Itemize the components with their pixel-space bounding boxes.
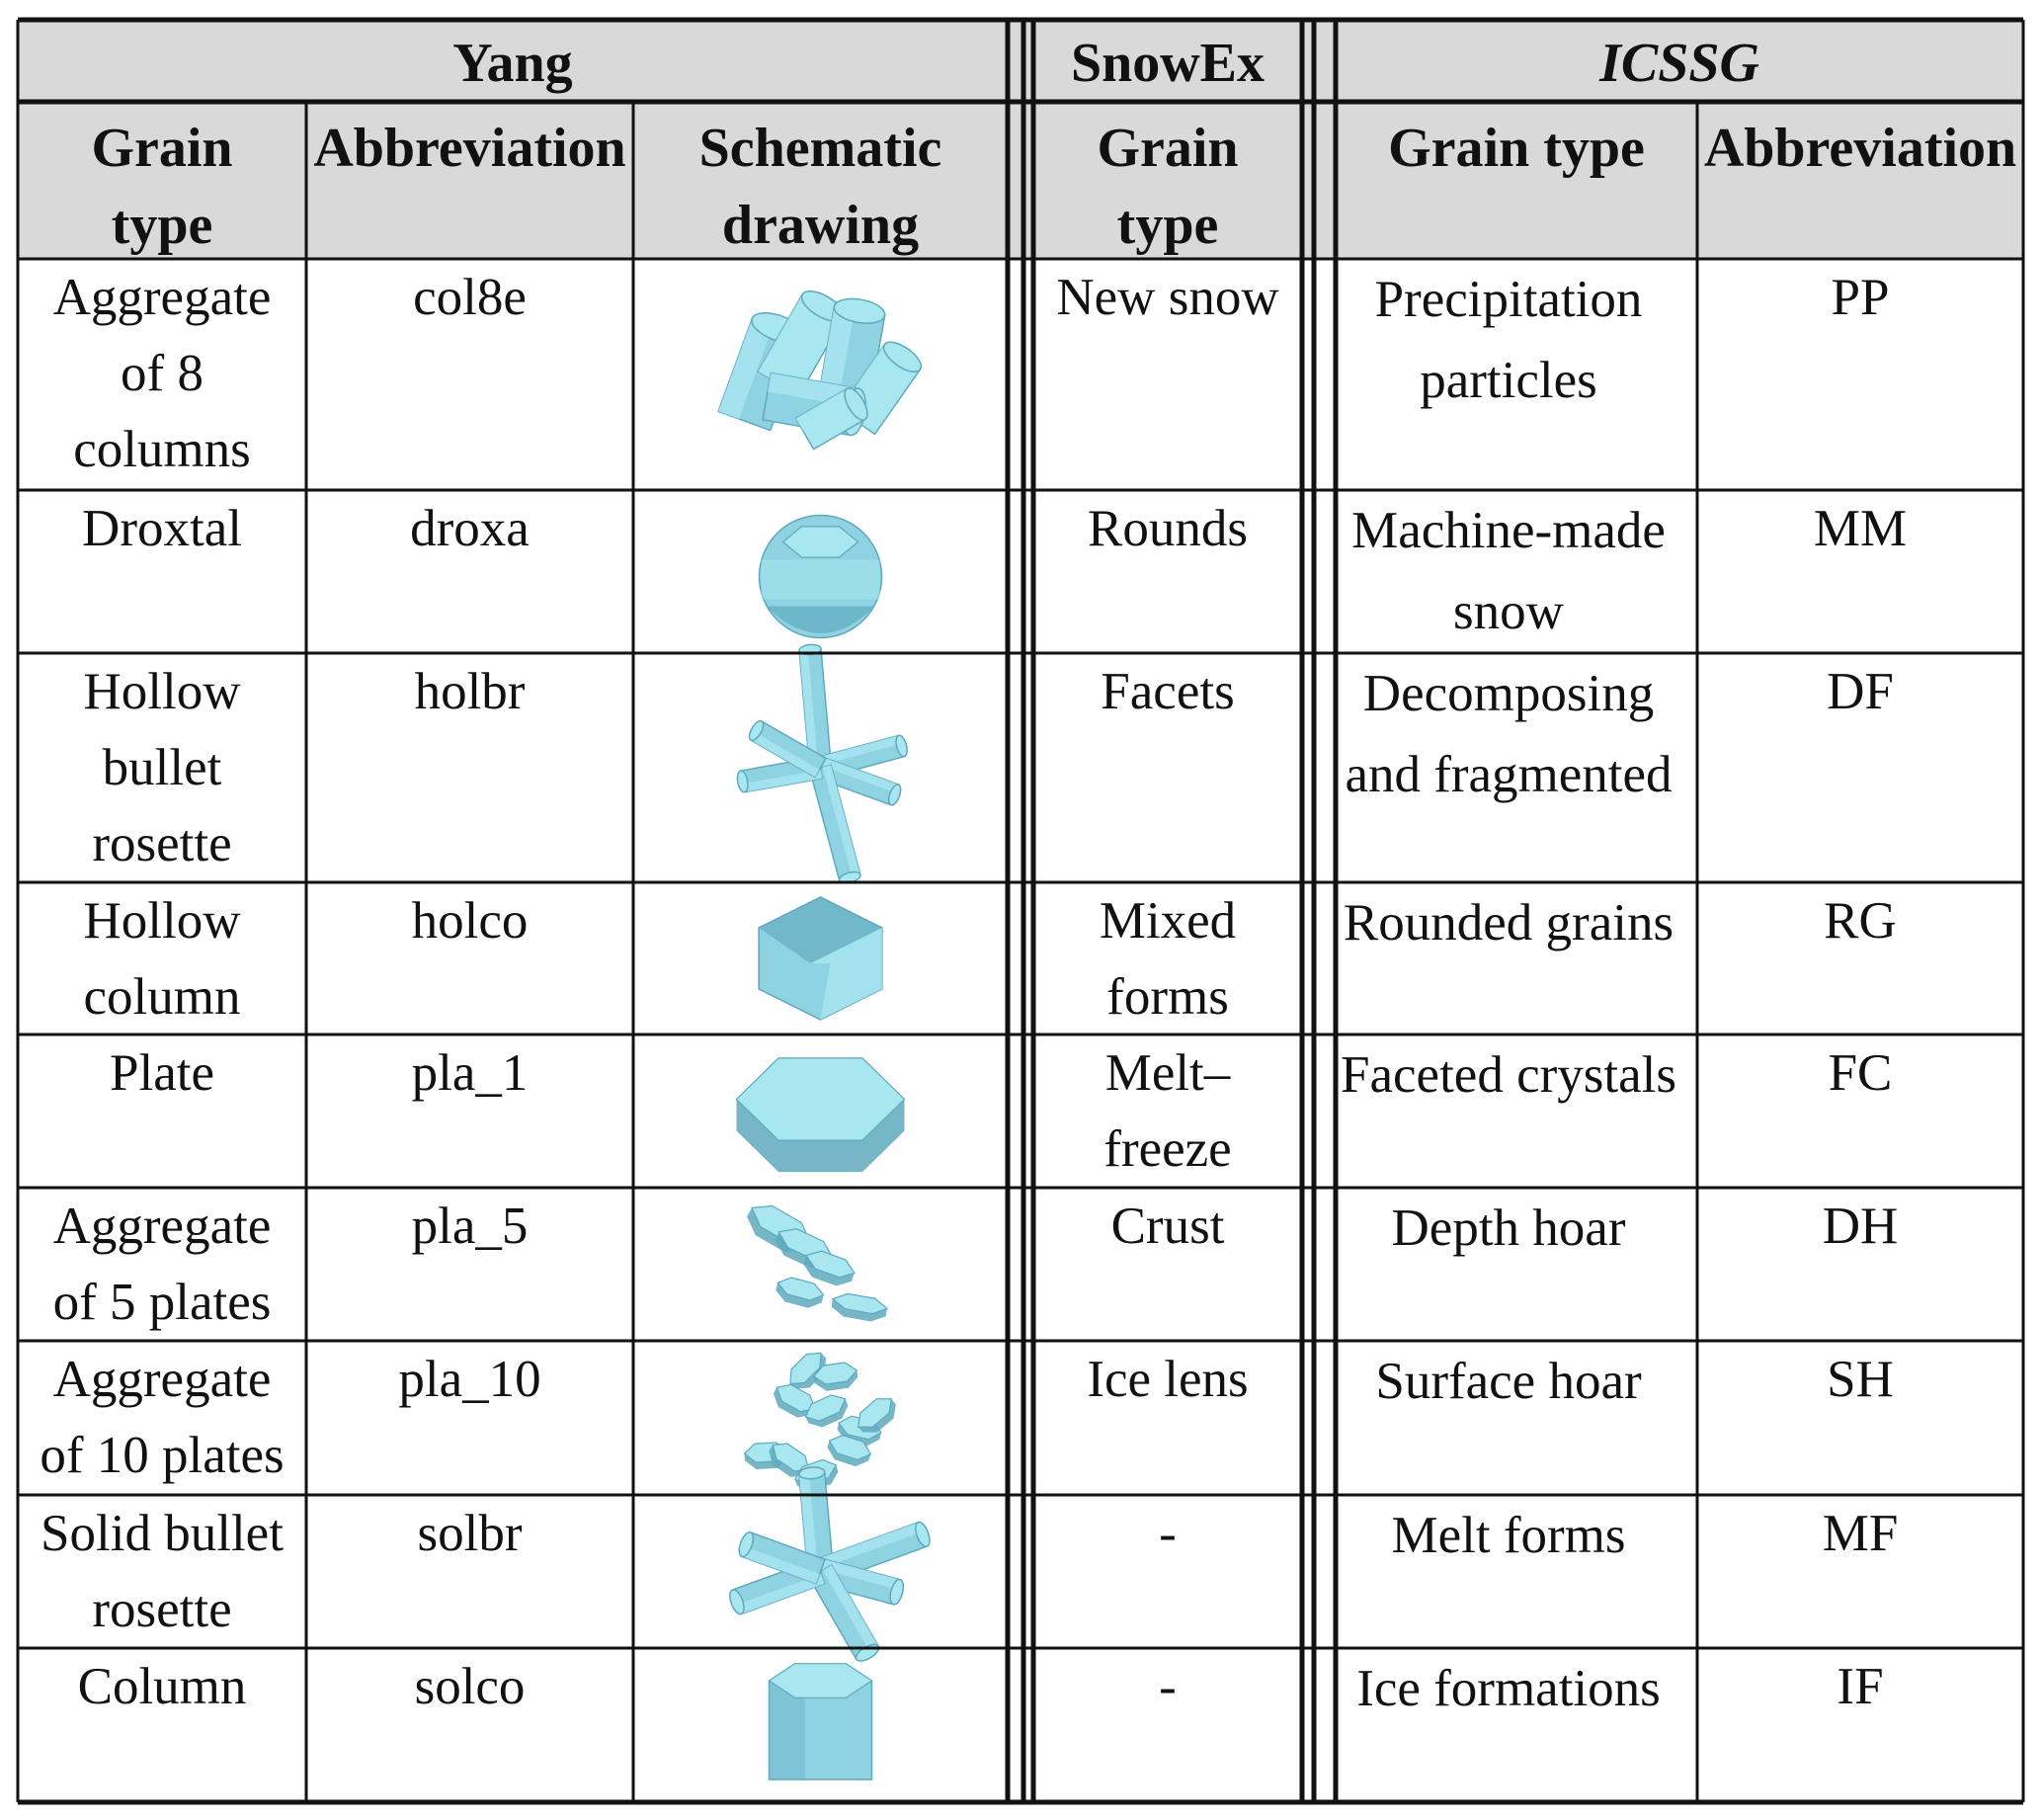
group-header-icssg: ICSSG [1599,33,1759,94]
yang-schematic-header: Schematic [698,118,942,179]
icssg-grain-type: Rounded grains [1343,894,1674,951]
icssg-grain-type: Decomposing [1362,665,1655,722]
icssg-abbreviation: RG [1824,892,1897,950]
yang-grain-type: Aggregate [52,1198,272,1255]
icssg-abbreviation: FC [1828,1044,1893,1102]
yang-abbreviation: droxa [410,500,530,557]
yang-abbreviation: holco [411,892,529,950]
icssg-grain-type: Depth hoar [1391,1200,1626,1257]
yang-grain-type: Aggregate [52,1351,272,1408]
yang-grain-type: of 5 plates [52,1274,272,1331]
yang-grain-type: Droxtal [82,500,242,557]
schematic-drawing-droxtal [760,516,882,638]
yang-grain-type: columns [73,421,251,478]
yang-abbreviation: holbr [414,663,526,720]
yang-grain-type: Column [77,1658,247,1715]
snowex-grain-type: - [1159,1658,1177,1715]
icssg-abbreviation: MF [1822,1505,1899,1562]
snowex-grain-type: New snow [1056,269,1279,326]
icssg-abbreviation: IF [1837,1658,1884,1715]
snowex-grain-type: Rounds [1088,500,1248,557]
snowex-grain-type: freeze [1103,1120,1232,1178]
yang-grain-type: Hollow [83,663,241,720]
crystal-part [737,1058,905,1172]
yang-grain-type: Aggregate [52,269,272,326]
snowex-grain-type: Ice lens [1087,1351,1249,1408]
icssg-grain-type: snow [1453,583,1564,640]
yang-abbreviation: solco [414,1658,526,1715]
yang-abbreviation: solbr [417,1505,523,1562]
icssg-grain-type: Precipitation [1374,271,1643,328]
yang-grain-type: rosette [92,815,232,872]
icssg-grain-type-header: Grain type [1388,118,1645,179]
schematic-drawing-plate [737,1058,905,1172]
icssg-abbreviation: SH [1827,1351,1894,1408]
schematic-drawing-hollow-column [759,897,882,1020]
crystal-face [767,607,875,634]
snowex-grain-type: Facets [1101,663,1235,720]
icssg-grain-type: Surface hoar [1375,1353,1642,1410]
icssg-abbreviation-header: Abbreviation [1703,118,2017,179]
snowex-grain-type-header: type [1116,195,1219,256]
snowex-grain-type: Melt– [1104,1044,1231,1102]
icssg-grain-type: particles [1420,352,1597,409]
yang-abbreviation: pla_1 [411,1044,529,1102]
yang-grain-type: Solid bullet [41,1505,284,1562]
icssg-abbreviation: DF [1827,663,1894,720]
icssg-grain-type: Faceted crystals [1341,1046,1676,1104]
yang-abbreviation: col8e [413,269,527,326]
icssg-grain-type: and fragmented [1345,746,1673,803]
yang-grain-type: of 10 plates [40,1427,285,1484]
yang-grain-type-header: Grain [91,118,233,179]
icssg-abbreviation: MM [1813,500,1908,557]
yang-grain-type: Hollow [83,892,241,950]
snowex-grain-type: forms [1106,968,1229,1026]
crystal-part [830,1291,888,1324]
icssg-grain-type: Machine-made [1351,502,1666,559]
yang-grain-type: Plate [110,1044,214,1102]
yang-grain-type: of 8 [121,345,204,402]
crystal-part [774,1275,826,1311]
yang-grain-type: bullet [102,739,222,796]
group-header-yang: Yang [452,33,573,94]
icssg-abbreviation: PP [1831,269,1890,326]
snowex-grain-type-header: Grain [1097,118,1239,179]
icssg-grain-type: Ice formations [1356,1660,1661,1717]
yang-abbreviation: pla_10 [398,1351,541,1408]
snowex-grain-type: - [1159,1505,1177,1562]
snowex-grain-type: Crust [1110,1198,1225,1255]
schematic-drawing-hollow-bullet-rosette [736,644,909,885]
yang-abbreviation-header: Abbreviation [313,118,626,179]
yang-grain-type: rosette [92,1581,232,1638]
yang-abbreviation: pla_5 [411,1198,529,1255]
schematic-drawing-solid-column [770,1664,872,1779]
icssg-grain-type: Melt forms [1391,1507,1626,1564]
group-header-snowex: SnowEx [1070,33,1266,94]
crystal-face [762,560,880,600]
snowex-grain-type: Mixed [1099,892,1237,950]
yang-grain-type: column [83,968,241,1026]
schematic-drawing-aggregate-5-plates [741,1198,888,1324]
icssg-abbreviation: DH [1822,1198,1899,1255]
schematic-drawing-aggregate-columns [718,286,926,450]
yang-grain-type-header: type [111,195,213,256]
yang-schematic-header: drawing [721,195,920,256]
